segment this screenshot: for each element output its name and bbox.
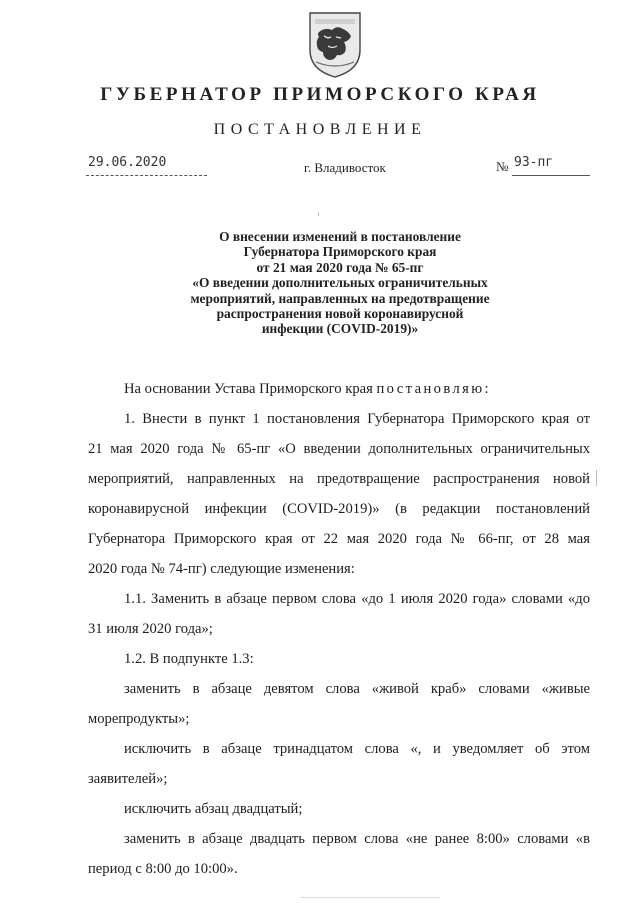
document-date: 29.06.2020 (88, 155, 167, 170)
preamble-text: На основании Устава Приморского края (124, 381, 377, 397)
decree-word: постановляю: (376, 381, 492, 397)
paragraph-line: Губернатора Приморского края от 22 мая 2020 года № 66-пг, от 28 мая (88, 531, 590, 547)
paragraph-line: 1.2. В подпункте 1.3: (124, 651, 254, 667)
paragraph-line: 1. Внести в пункт 1 постановления Губернатора Приморского края от (124, 411, 590, 427)
paragraph-line: 1.1. Заменить в абзаце первом слова «до 1 июля 2020 года» словами «до (124, 591, 590, 607)
paragraph-line: 31 июля 2020 года»; (88, 621, 213, 637)
paragraph-line: период с 8:00 до 10:00». (88, 861, 238, 877)
issuing-authority-heading: ГУБЕРНАТОР ПРИМОРСКОГО КРАЯ (100, 84, 540, 105)
scan-speck (596, 470, 597, 486)
paragraph-line: исключить в абзаце тринадцатом слова «, и уведомляет об этом (124, 741, 590, 757)
scan-edge-line (300, 897, 440, 898)
paragraph-line: мероприятий, направленных на предотвращение распространения новой (88, 471, 590, 487)
document-type-heading: ПОСТАНОВЛЕНИЕ (213, 121, 427, 138)
paragraph-line: 2020 года № 74-пг) следующие изменения: (88, 561, 355, 577)
paragraph-line: исключить абзац двадцатый; (124, 801, 303, 817)
subject-line: «О введении дополнительных ограничительных (192, 275, 488, 291)
document-number: 93-пг (514, 155, 554, 170)
subject-line: О внесении изменений в постановление (219, 229, 461, 244)
subject-line: мероприятий, направленных на предотвращение (190, 290, 490, 306)
paragraph-line: 21 мая 2020 года № 65-пг «О введении дополнительных ограничительных (88, 441, 590, 457)
paragraph-line: заменить в абзаце девятом слова «живой краб» словами «живые (124, 681, 590, 697)
subject-line: инфекции (COVID-2019)» (261, 321, 419, 337)
scan-speck (318, 212, 319, 216)
paragraph-line: коронавирусной инфекции (COVID-2019)» (в редакции постановлений (88, 501, 590, 517)
subject-line: от 21 мая 2020 года № 65-пг (256, 259, 424, 275)
subject-line: Губернатора Приморского края (243, 244, 437, 260)
paragraph-line: заменить в абзаце двадцать первом слова «не ранее 8:00» словами «в (124, 831, 590, 847)
document-place: г. Владивосток (304, 160, 386, 175)
preamble-line (124, 380, 491, 398)
paragraph-line: морепродукты»; (88, 711, 190, 727)
document-number-prefix: № (496, 159, 509, 174)
subject-line: распространения новой коронавирусной (216, 306, 464, 322)
paragraph-line: заявителей»; (88, 771, 168, 787)
